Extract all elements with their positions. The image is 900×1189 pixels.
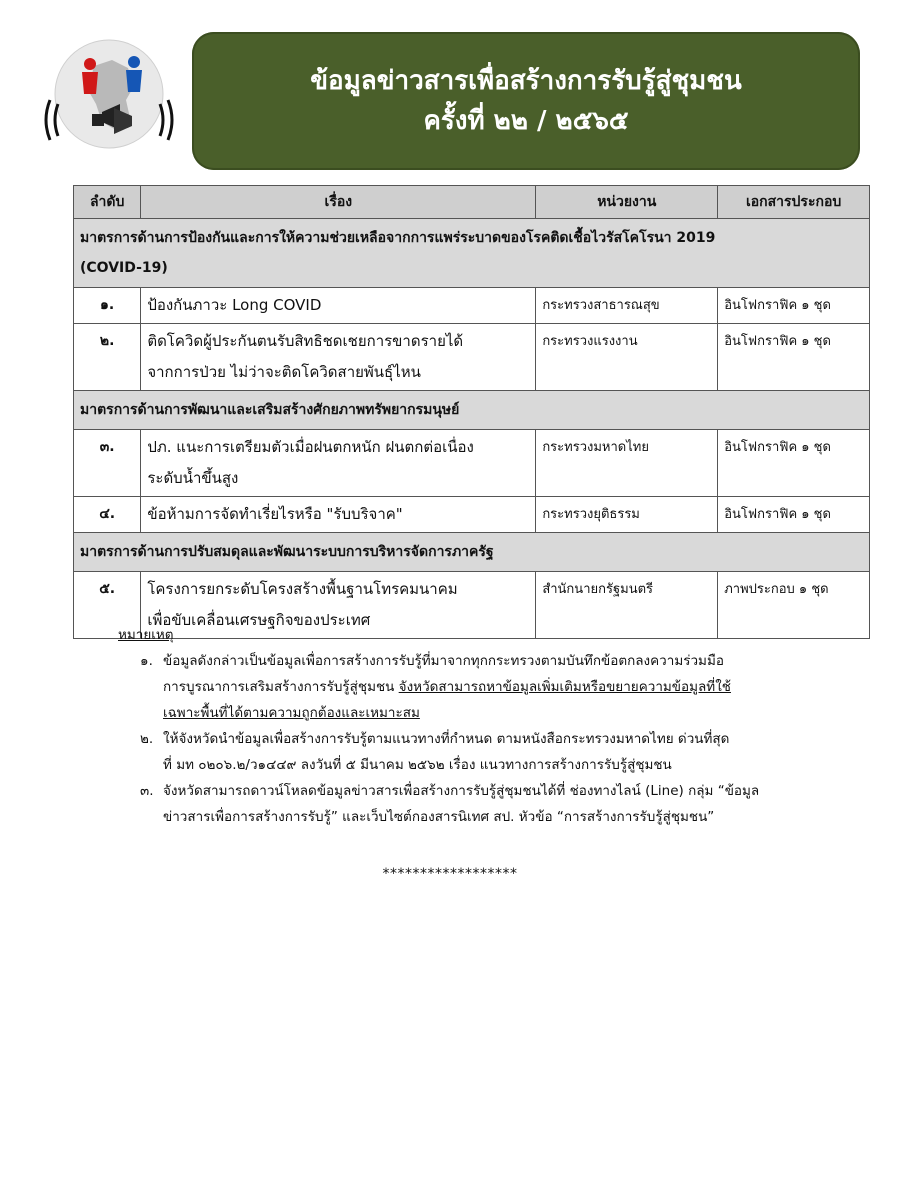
table-row xyxy=(74,288,870,324)
row-number: ๔. xyxy=(74,497,141,533)
header-attachment: เอกสารประกอบ xyxy=(718,186,870,219)
row-attachment: อินโฟกราฟิค ๑ ชุด xyxy=(718,430,870,497)
table-header-row xyxy=(74,186,870,219)
header-agency: หน่วยงาน xyxy=(536,186,718,219)
row-attachment: ภาพประกอบ ๑ ชุด xyxy=(718,572,870,639)
row-topic: ติดโควิดผู้ประกันตนรับสิทธิชดเชยการขาดรายได้ จากการป่วย ไม่ว่าจะติดโควิดสายพันธุ์ไหน xyxy=(141,324,536,391)
community-megaphone-logo-icon xyxy=(42,38,176,160)
header-order: ลำดับ xyxy=(74,186,141,219)
title-banner xyxy=(192,32,860,170)
notes-list xyxy=(118,648,838,830)
table-row xyxy=(74,324,870,391)
note-item: ๓. จังหวัดสามารถดาวน์โหลดข้อมูลข่าวสารเพื่อสร้างการรับรู้สู่ชุมชนได้ที่ ช่องทางไลน์ (Line) กลุ่ม “ข้อมูล ข่าวสารเพื่อการสร้างการรับรู้” และเว็บไซต์กองสารนิเทศ สป. หัวข้อ “การสร้างการรับรู้สู่ชุมชน” xyxy=(118,778,838,830)
note-number: ๑. xyxy=(140,653,153,669)
news-table xyxy=(73,185,870,639)
issue-number: ครั้งที่ ๒๒ / ๒๕๖๕ xyxy=(423,106,629,136)
table-row xyxy=(74,430,870,497)
note-item: ๑. ข้อมูลดังกล่าวเป็นข้อมูลเพื่อการสร้างการรับรู้ที่มาจากทุกกระทรวงตามบันทึกข้อตกลงความร่วมมือ การบูรณาการเสริมสร้างการรับรู้สู่ชุมชน จังหวัดสามารถหาข้อมูลเพิ่มเติมหรือขยายความข้อมูลที่ใช้ เฉพาะพื้นที่ได้ตามความถูกต้องและเหมาะสม xyxy=(118,648,838,726)
end-marker: ****************** xyxy=(382,866,518,882)
row-agency: กระทรวงแรงงาน xyxy=(536,324,718,391)
row-topic: ข้อห้ามการจัดทำเรี่ยไรหรือ "รับบริจาค" xyxy=(141,497,536,533)
row-agency: กระทรวงมหาดไทย xyxy=(536,430,718,497)
note-number: ๓. xyxy=(140,783,154,799)
section-row xyxy=(74,533,870,572)
header-topic: เรื่อง xyxy=(141,186,536,219)
row-number: ๕. xyxy=(74,572,141,639)
notes-section xyxy=(118,622,838,830)
note-number: ๒. xyxy=(140,731,154,747)
section-title: มาตรการด้านการปรับสมดุลและพัฒนาระบบการบริหารจัดการภาครัฐ xyxy=(74,533,870,572)
row-number: ๓. xyxy=(74,430,141,497)
row-agency: กระทรวงสาธารณสุข xyxy=(536,288,718,324)
row-number: ๒. xyxy=(74,324,141,391)
section-row xyxy=(74,219,870,288)
row-attachment: อินโฟกราฟิค ๑ ชุด xyxy=(718,324,870,391)
section-title: มาตรการด้านการป้องกันและการให้ความช่วยเหลือจากการแพร่ระบาดของโรคติดเชื้อไวรัสโคโรนา 2019 (COVID-19) xyxy=(74,219,870,288)
row-topic: โครงการยกระดับโครงสร้างพื้นฐานโทรคมนาคม เพื่อขับเคลื่อนเศรษฐกิจของประเทศ xyxy=(141,572,536,639)
logo xyxy=(42,38,176,160)
section-title: มาตรการด้านการพัฒนาและเสริมสร้างศักยภาพทรัพยากรมนุษย์ xyxy=(74,391,870,430)
row-topic: ปภ. แนะการเตรียมตัวเมื่อฝนตกหนัก ฝนตกต่อเนื่อง ระดับน้ำขึ้นสูง xyxy=(141,430,536,497)
row-number: ๑. xyxy=(74,288,141,324)
section-row xyxy=(74,391,870,430)
notes-heading: หมายเหตุ xyxy=(118,627,174,643)
row-attachment: อินโฟกราฟิค ๑ ชุด xyxy=(718,497,870,533)
row-topic: ป้องกันภาวะ Long COVID xyxy=(141,288,536,324)
row-agency: สำนักนายกรัฐมนตรี xyxy=(536,572,718,639)
page-title: ข้อมูลข่าวสารเพื่อสร้างการรับรู้สู่ชุมชน xyxy=(310,66,742,96)
row-agency: กระทรวงยุติธรรม xyxy=(536,497,718,533)
note-item: ๒. ให้จังหวัดนำข้อมูลเพื่อสร้างการรับรู้ตามแนวทางที่กำหนด ตามหนังสือกระทรวงมหาดไทย ด่วนที่สุด ที่ มท ๐๒๐๖.๒/ว๑๔๔๙ ลงวันที่ ๕ มีนาคม ๒๕๖๒ เรื่อง แนวทางการสร้างการรับรู้สู่ชุมชน xyxy=(118,726,838,778)
table-row xyxy=(74,497,870,533)
row-attachment: อินโฟกราฟิค ๑ ชุด xyxy=(718,288,870,324)
